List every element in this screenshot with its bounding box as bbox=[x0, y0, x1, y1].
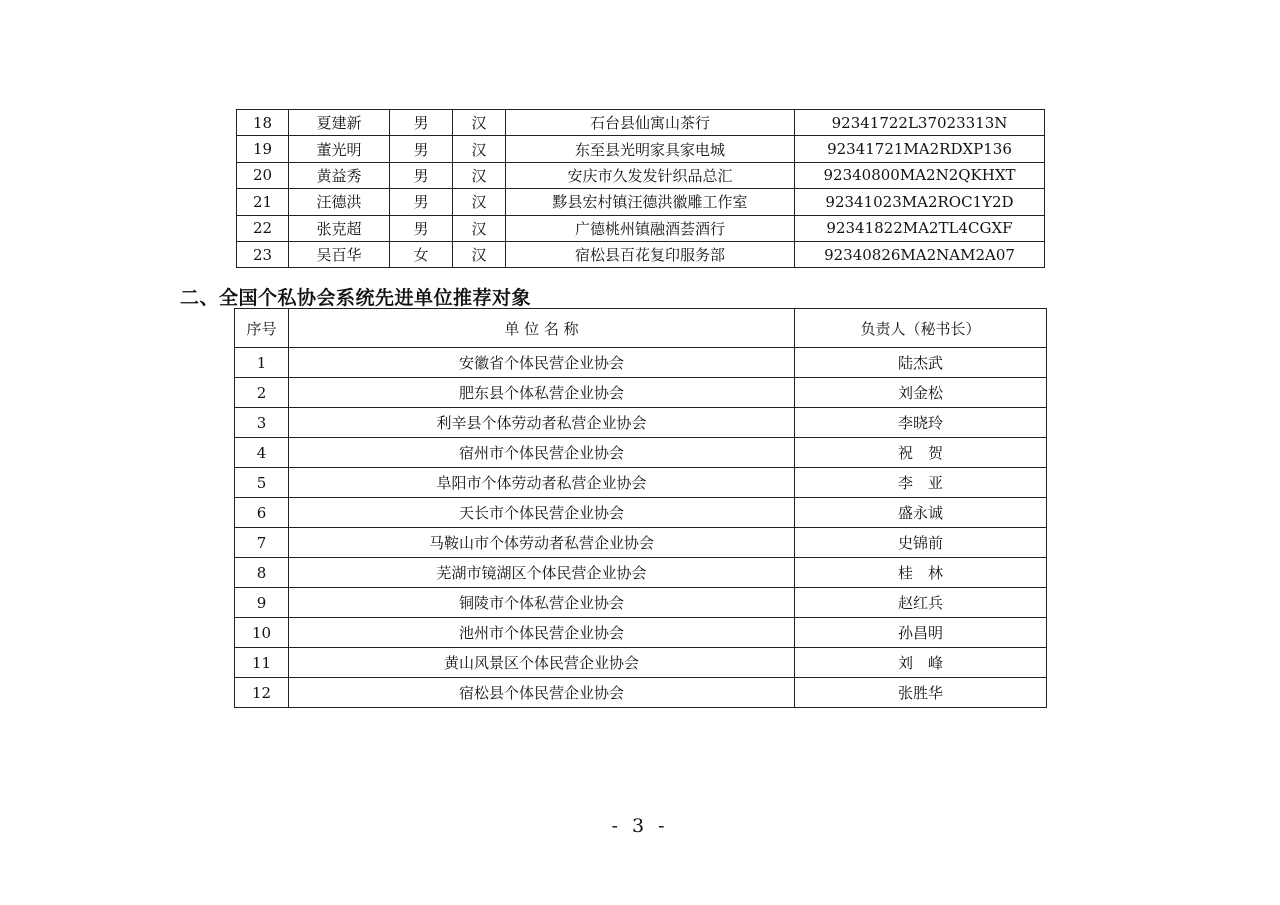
row-number: 9 bbox=[235, 588, 289, 618]
ethnicity: 汉 bbox=[453, 215, 506, 241]
row-number: 5 bbox=[235, 468, 289, 498]
row-number: 12 bbox=[235, 678, 289, 708]
table-row bbox=[235, 408, 1047, 438]
person-name: 董光明 bbox=[289, 136, 390, 162]
unit-name: 石台县仙寓山茶行 bbox=[506, 110, 795, 136]
gender: 女 bbox=[390, 241, 453, 267]
table-row bbox=[235, 588, 1047, 618]
gender: 男 bbox=[390, 162, 453, 188]
unit-name: 宿松县百花复印服务部 bbox=[506, 241, 795, 267]
gender: 男 bbox=[390, 215, 453, 241]
responsible-person: 赵红兵 bbox=[795, 588, 1047, 618]
table-row bbox=[235, 438, 1047, 468]
gender: 男 bbox=[390, 189, 453, 215]
person-name: 张克超 bbox=[289, 215, 390, 241]
unit-name: 黄山风景区个体民营企业协会 bbox=[289, 648, 795, 678]
ethnicity: 汉 bbox=[453, 162, 506, 188]
unit-name: 黟县宏村镇汪德洪徽雕工作室 bbox=[506, 189, 795, 215]
credit-code: 92340800MA2N2QKHXT bbox=[795, 162, 1045, 188]
table-row bbox=[237, 189, 1045, 215]
row-number: 6 bbox=[235, 498, 289, 528]
unit-name: 东至县光明家具家电城 bbox=[506, 136, 795, 162]
page-number: - 3 - bbox=[611, 815, 669, 837]
responsible-person: 刘 峰 bbox=[795, 648, 1047, 678]
row-number: 7 bbox=[235, 528, 289, 558]
unit-name: 利辛县个体劳动者私营企业协会 bbox=[289, 408, 795, 438]
responsible-person: 史锦前 bbox=[795, 528, 1047, 558]
table-row bbox=[237, 136, 1045, 162]
responsible-person: 祝 贺 bbox=[795, 438, 1047, 468]
column-header-number: 序号 bbox=[235, 309, 289, 348]
unit-name: 宿松县个体民营企业协会 bbox=[289, 678, 795, 708]
person-name: 夏建新 bbox=[289, 110, 390, 136]
table-row bbox=[237, 241, 1045, 267]
responsible-person: 陆杰武 bbox=[795, 348, 1047, 378]
responsible-person: 刘金松 bbox=[795, 378, 1047, 408]
row-number: 10 bbox=[235, 618, 289, 648]
unit-name: 阜阳市个体劳动者私营企业协会 bbox=[289, 468, 795, 498]
unit-recommendation-table bbox=[234, 308, 1047, 708]
table-row bbox=[235, 378, 1047, 408]
table-row bbox=[235, 648, 1047, 678]
credit-code: 92341023MA2ROC1Y2D bbox=[795, 189, 1045, 215]
row-number: 18 bbox=[237, 110, 289, 136]
unit-name: 马鞍山市个体劳动者私营企业协会 bbox=[289, 528, 795, 558]
row-number: 23 bbox=[237, 241, 289, 267]
unit-name: 广德桃州镇融酒荟酒行 bbox=[506, 215, 795, 241]
ethnicity: 汉 bbox=[453, 110, 506, 136]
row-number: 19 bbox=[237, 136, 289, 162]
responsible-person: 李晓玲 bbox=[795, 408, 1047, 438]
unit-name: 安庆市久发发针织品总汇 bbox=[506, 162, 795, 188]
unit-name: 铜陵市个体私营企业协会 bbox=[289, 588, 795, 618]
person-name: 汪德洪 bbox=[289, 189, 390, 215]
responsible-person: 张胜华 bbox=[795, 678, 1047, 708]
row-number: 20 bbox=[237, 162, 289, 188]
responsible-person: 桂 林 bbox=[795, 558, 1047, 588]
person-name: 黄益秀 bbox=[289, 162, 390, 188]
credit-code: 92341722L37023313N bbox=[795, 110, 1045, 136]
gender: 男 bbox=[390, 110, 453, 136]
table-row bbox=[237, 110, 1045, 136]
individual-recommendation-table bbox=[236, 109, 1045, 268]
ethnicity: 汉 bbox=[453, 189, 506, 215]
unit-name: 芜湖市镜湖区个体民营企业协会 bbox=[289, 558, 795, 588]
row-number: 1 bbox=[235, 348, 289, 378]
table-row bbox=[235, 678, 1047, 708]
ethnicity: 汉 bbox=[453, 241, 506, 267]
table-row bbox=[235, 558, 1047, 588]
responsible-person: 盛永诚 bbox=[795, 498, 1047, 528]
row-number: 11 bbox=[235, 648, 289, 678]
table-row bbox=[235, 618, 1047, 648]
unit-name: 天长市个体民营企业协会 bbox=[289, 498, 795, 528]
credit-code: 92341721MA2RDXP136 bbox=[795, 136, 1045, 162]
person-name: 吴百华 bbox=[289, 241, 390, 267]
gender: 男 bbox=[390, 136, 453, 162]
responsible-person: 孙昌明 bbox=[795, 618, 1047, 648]
responsible-person: 李 亚 bbox=[795, 468, 1047, 498]
row-number: 2 bbox=[235, 378, 289, 408]
unit-name: 肥东县个体私营企业协会 bbox=[289, 378, 795, 408]
table-row bbox=[235, 528, 1047, 558]
unit-name: 安徽省个体民营企业协会 bbox=[289, 348, 795, 378]
credit-code: 92340826MA2NAM2A07 bbox=[795, 241, 1045, 267]
row-number: 4 bbox=[235, 438, 289, 468]
unit-name: 宿州市个体民营企业协会 bbox=[289, 438, 795, 468]
unit-name: 池州市个体民营企业协会 bbox=[289, 618, 795, 648]
row-number: 3 bbox=[235, 408, 289, 438]
table-row bbox=[235, 468, 1047, 498]
ethnicity: 汉 bbox=[453, 136, 506, 162]
credit-code: 92341822MA2TL4CGXF bbox=[795, 215, 1045, 241]
column-header-person: 负责人（秘书长） bbox=[795, 309, 1047, 348]
row-number: 22 bbox=[237, 215, 289, 241]
column-header-unit: 单 位 名 称 bbox=[289, 309, 795, 348]
row-number: 8 bbox=[235, 558, 289, 588]
table-row bbox=[237, 215, 1045, 241]
table-row bbox=[235, 498, 1047, 528]
table-row bbox=[237, 162, 1045, 188]
row-number: 21 bbox=[237, 189, 289, 215]
section-heading: 二、全国个私协会系统先进单位推荐对象 bbox=[180, 287, 532, 309]
table-header-row bbox=[235, 309, 1047, 348]
table-row bbox=[235, 348, 1047, 378]
